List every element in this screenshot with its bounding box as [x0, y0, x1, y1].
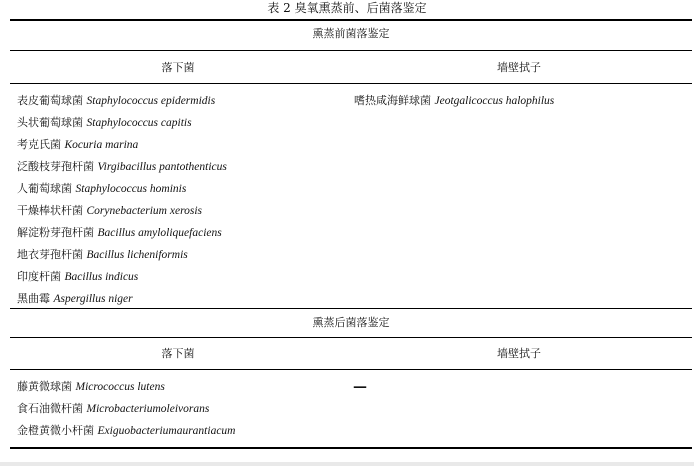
list-item: 金橙黄微小杆菌 Exiguobacteriumaurantiacum	[17, 424, 236, 437]
section-rule-after-top	[10, 308, 692, 309]
list-item: 解淀粉芽孢杆菌 Bacillus amyloliquefaciens	[17, 226, 222, 239]
list-item: 食石油微杆菌 Microbacteriumoleivorans	[17, 402, 210, 415]
col-head-after-right: 墙壁拭子	[497, 347, 541, 360]
list-item: 人葡萄球菌 Staphylococcus hominis	[17, 182, 187, 195]
list-item: 嗜热咸海鲜球菌 Jeotgalicoccus halophilus	[354, 94, 555, 107]
table-caption: 表 2 臭氧熏蒸前、后菌落鉴定	[267, 1, 427, 15]
before-fallout-list	[17, 90, 227, 310]
after-wall-swab-empty-dash: —	[353, 379, 367, 395]
before-wall-swab-list	[354, 90, 554, 112]
section-title-after: 熏蒸后菌落鉴定	[312, 316, 390, 329]
list-item: 泛酸枝芽孢杆菌 Virgibacillus pantothenticus	[17, 160, 227, 173]
section-rule-after	[10, 337, 692, 338]
col-head-before-right: 墙壁拭子	[497, 61, 541, 74]
col-head-after-left: 落下菌	[161, 347, 195, 360]
list-item: 地衣芽孢杆菌 Bacillus licheniformis	[17, 248, 188, 261]
header-rule-after	[10, 369, 692, 370]
section-title-before: 熏蒸前菌落鉴定	[312, 27, 390, 40]
list-item: 表皮葡萄球菌 Staphylococcus epidermidis	[17, 94, 216, 107]
after-fallout-list	[17, 376, 235, 442]
list-item: 头状葡萄球菌 Staphylococcus capitis	[17, 116, 192, 129]
list-item: 印度杆菌 Bacillus indicus	[17, 270, 139, 283]
col-head-before-left: 落下菌	[161, 61, 195, 74]
page-bottom-band	[0, 462, 694, 466]
list-item: 考克氏菌 Kocuria marina	[17, 138, 139, 151]
list-item: 干燥棒状杆菌 Corynebacterium xerosis	[17, 204, 203, 217]
bottom-rule	[10, 447, 692, 449]
top-rule	[10, 19, 692, 21]
list-item: 黑曲霉 Aspergillus niger	[17, 292, 133, 305]
list-item: 藤黄微球菌 Micrococcus lutens	[17, 380, 165, 393]
section-rule-before	[10, 50, 692, 51]
header-rule-before	[10, 83, 692, 84]
